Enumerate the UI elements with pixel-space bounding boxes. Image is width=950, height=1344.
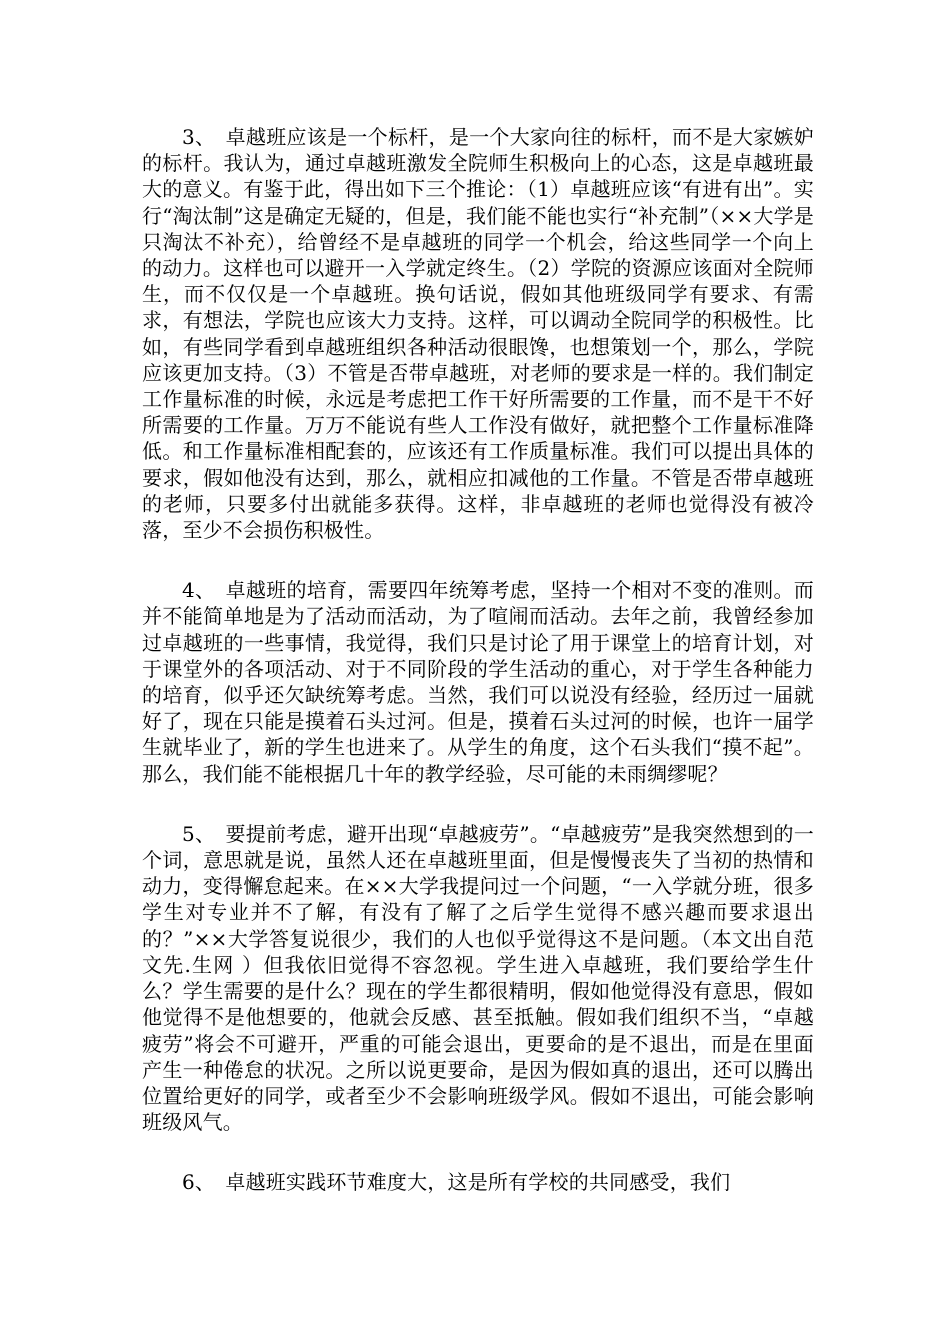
document-body bbox=[142, 124, 814, 1196]
paragraph-3: 3、 卓越班应该是一个标杆，是一个大家向往的标杆，而不是大家嫉妒的标杆。我认为，通过卓越班激发全院师生积极向上的心态，这是卓越班最大的意义。有鉴于此，得出如下三个推论：（1）卓越班应该“有进有出”。实行“淘汰制”这是确定无疑的，但是，我们能不能也实行“补充制”（××大学是只淘汰不补充），给曾经不是卓越班的同学一个机会，给这些同学一个向上的动力。这样也可以避开一入学就定终生。（2）学院的资源应该面对全院师生，而不仅仅是一个卓越班。换句话说，假如其他班级同学有要求、有需求，有想法，学院也应该大力支持。这样，可以调动全院同学的积极性。比如，有些同学看到卓越班组织各种活动很眼馋，也想策划一个，那么，学院应该更加支持。（3）不管是否带卓越班，对老师的要求是一样的。我们制定工作量标准的时候，永远是考虑把工作干好所需要的工作量，而不是干不好所需要的工作量。万万不能说有些人工作没有做好，就把整个工作量标准降低。和工作量标准相配套的，应该还有工作质量标准。我们可以提出具体的要求，假如他没有达到，那么，就相应扣减他的工作量。不管是否带卓越班的老师，只要多付出就能多获得。这样，非卓越班的老师也觉得没有被冷落，至少不会损伤积极性。 bbox=[142, 125, 814, 543]
paragraph-5: 5、 要提前考虑，避开出现“卓越疲劳”。“卓越疲劳”是我突然想到的一个词，意思就是说，虽然人还在卓越班里面，但是慢慢丧失了当初的热情和动力，变得懈怠起来。在××大学我提问过一个问题，“一入学就分班，很多学生对专业并不了解，有没有了解了之后学生觉得不感兴趣而要求退出的？”××大学答复说很少，我们的人也似乎觉得这不是问题。（本文出自范文先.生网 ）但我依旧觉得不容忽视。学生进入卓越班，我们要给学生什么？学生需要的是什么？现在的学生都很精明，假如他觉得没有意思，假如他觉得不是他想要的，他就会反感、甚至抵触。假如我们组织不当，“卓越疲劳”将会不可避开，严重的可能会退出，更要命的是不退出，而是在里面产生一种倦怠的状况。之所以说更要命，是因为假如真的退出，还可以腾出位置给更好的同学，或者至少不会影响班级学风。假如不退出，可能会影响班级风气。 bbox=[142, 821, 814, 1135]
paragraph-6: 6、 卓越班实践环节难度大，这是所有学校的共同感受，我们 bbox=[182, 1170, 731, 1195]
paragraph-4: 4、 卓越班的培育，需要四年统筹考虑，坚持一个相对不变的准则。而并不能简单地是为了活动而活动，为了喧闹而活动。去年之前，我曾经参加过卓越班的一些事情，我觉得，我们只是讨论了用于课堂上的培育计划，对于课堂外的各项活动、对于不同阶段的学生活动的重心，对于学生各种能力的培育，似乎还欠缺统筹考虑。当然，我们可以说没有经验，经历过一届就好了，现在只能是摸着石头过河。但是，摸着石头过河的时候，也许一届学生就毕业了，新的学生也进来了。从学生的角度，这个石头我们“摸不起”。那么，我们能不能根据几十年的教学经验，尽可能的未雨绸缪呢？ bbox=[142, 578, 814, 786]
